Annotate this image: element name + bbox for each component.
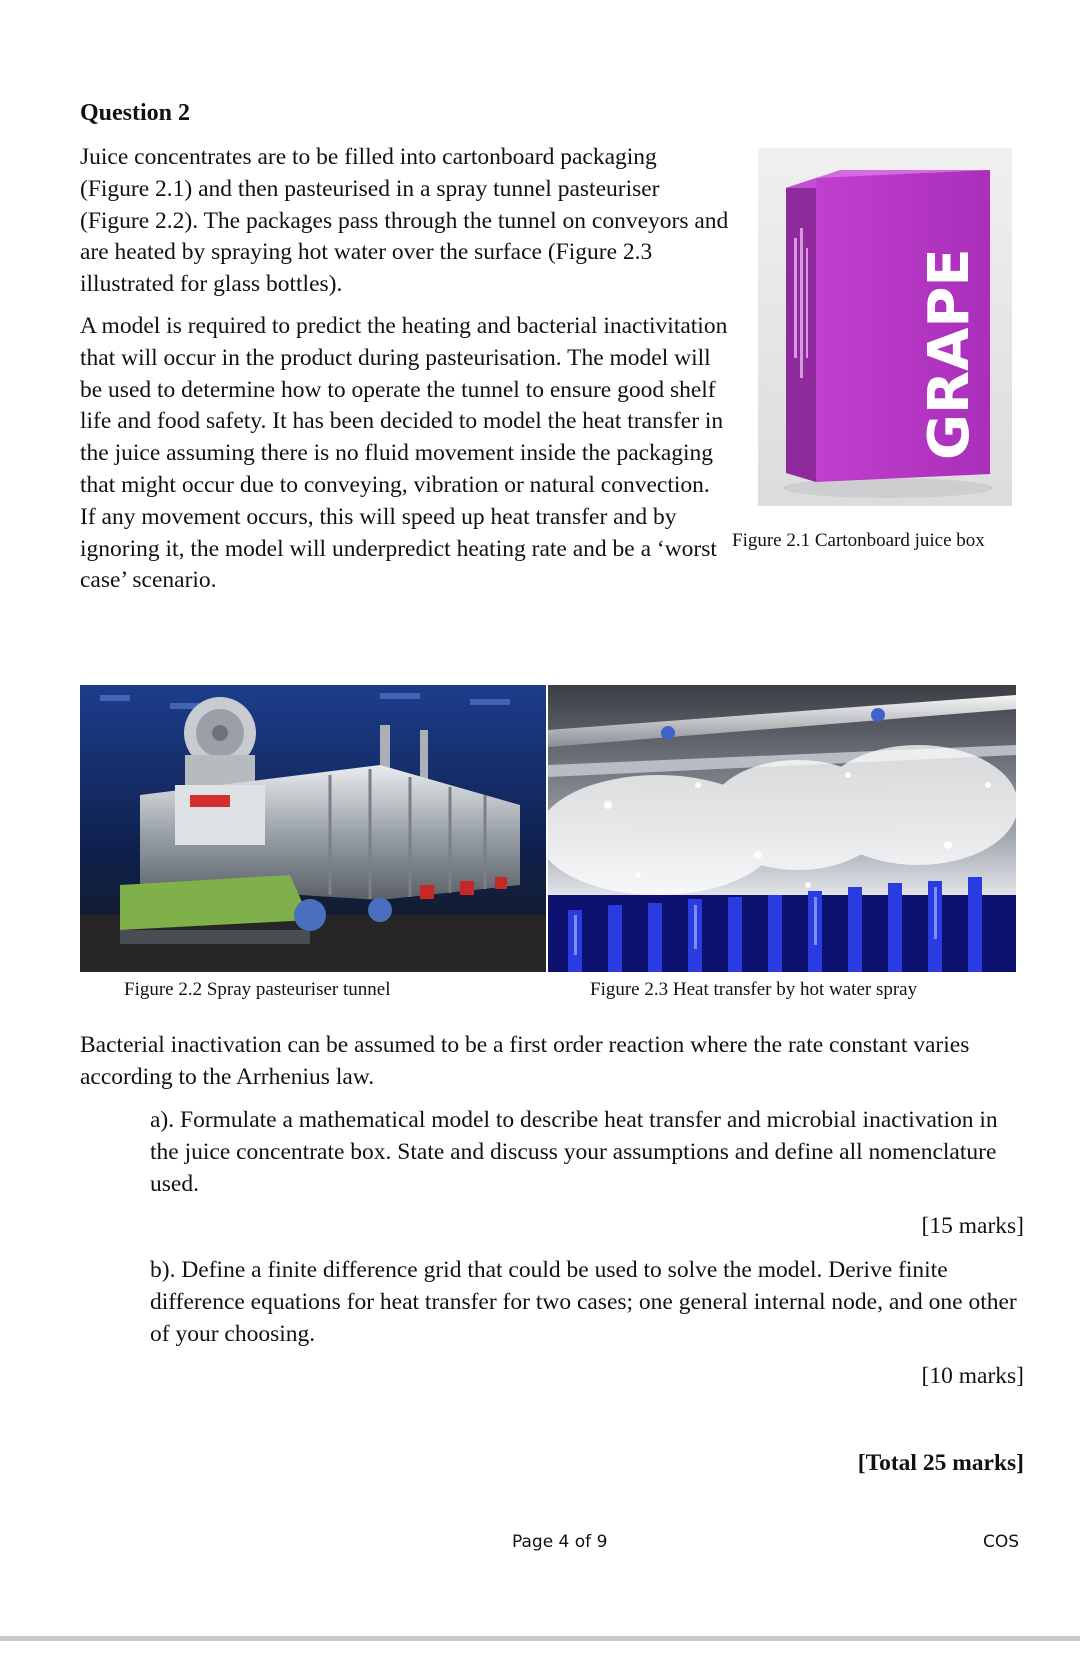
part-a-text: a). Formulate a mathematical model to describe heat transfer and microbial inactivation in the juice concentrate box. State and discuss your assumptions and define all nomenclature used. [150, 1107, 998, 1197]
part-b-marks: [10 marks] [921, 1363, 1024, 1389]
intro-text [80, 142, 730, 607]
footer-code: COS [983, 1532, 1020, 1552]
figure-2-3-caption: Figure 2.3 Heat transfer by hot water spray [590, 979, 918, 1000]
figure-2-3-image [548, 685, 1016, 972]
figure-2-1-caption: Figure 2.1 Cartonboard juice box [732, 530, 985, 551]
figure-2-2-caption: Figure 2.2 Spray pasteuriser tunnel [124, 979, 391, 1000]
question-title: Question 2 [80, 100, 191, 126]
carton-brand-text: GRAPE [917, 248, 982, 460]
total-marks: [Total 25 marks] [857, 1450, 1024, 1476]
part-a-marks: [15 marks] [921, 1213, 1024, 1239]
intro-paragraph-1: Juice concentrates are to be filled into cartonboard packaging (Figure 2.1) and then pasteurised in a spray tunnel pasteuriser (Figure 2.2). The packages pass through the tunnel on conveyors and are heated by spraying hot water over the surface (Figure 2.3 illustrated for glass bottles). [80, 144, 729, 298]
intro-paragraph-2: A model is required to predict the heating and bacterial inactivitation that will occur in the product during pasteurisation. The model will be used to determine how to operate the tunnel to ensure good shelf life and food safety. It has been decided to model the heat transfer in the juice assuming there is no fluid movement inside the packaging that might occur due to conveying, vibration or natural convection. If any movement occurs, this will speed up heat transfer and by ignoring it, the model will underpredict heating rate and be a ‘worst case’ scenario. [80, 312, 728, 594]
figure-2-2-image [80, 685, 546, 972]
bacterial-inactivation-text: Bacterial inactivation can be assumed to be a first order reaction where the rate constant varies according to the Arrhenius law. [80, 1032, 970, 1090]
page-number: Page 4 of 9 [512, 1532, 608, 1552]
part-b-text: b). Define a finite difference grid that could be used to solve the model. Derive finite difference equations for heat transfer for two cases; one general internal node, and one other of your choosing. [150, 1257, 1017, 1347]
figure-2-1-image [758, 148, 1012, 506]
page-separator [0, 1636, 1080, 1663]
